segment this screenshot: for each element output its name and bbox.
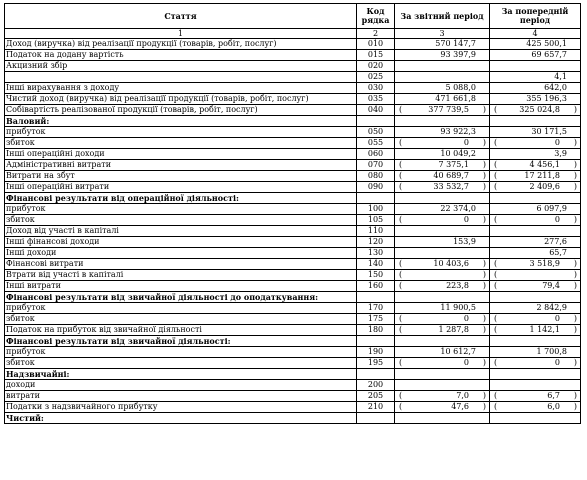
row-label: Податок на прибуток від звичайної діяльності — [5, 325, 357, 336]
table-row — [5, 237, 581, 248]
current-period-value — [395, 182, 490, 193]
row-code: 035 — [357, 94, 395, 105]
close-paren: ) — [573, 314, 577, 323]
row-label: збиток — [5, 358, 357, 369]
table-row — [5, 204, 581, 215]
previous-period-value — [490, 325, 581, 336]
value-text: 6,0 — [547, 402, 560, 411]
row-code: 060 — [357, 149, 395, 160]
current-period-value — [395, 61, 490, 72]
close-paren: ) — [573, 325, 577, 334]
close-paren: ) — [573, 358, 577, 367]
current-period-value — [395, 281, 490, 292]
value-text: 377 739,5 — [428, 105, 469, 114]
close-paren: ) — [573, 160, 577, 169]
value-text: 7 375,1 — [438, 160, 469, 169]
value-text: 325 024,8 — [519, 105, 560, 114]
row-label: доходи — [5, 380, 357, 391]
close-paren: ) — [573, 259, 577, 268]
current-period-value — [395, 72, 490, 83]
value-text: 6 097,9 — [536, 204, 567, 213]
row-code: 015 — [357, 50, 395, 61]
table-row — [5, 226, 581, 237]
current-period-value — [395, 204, 490, 215]
value-text: 7,0 — [456, 391, 469, 400]
table-row — [5, 83, 581, 94]
row-label: Інші витрати — [5, 281, 357, 292]
open-paren: ( — [494, 259, 498, 268]
table-row — [5, 358, 581, 369]
current-period-value — [395, 358, 490, 369]
previous-period-value — [490, 413, 581, 424]
row-label: Інші доходи — [5, 248, 357, 259]
previous-period-value — [490, 303, 581, 314]
row-code: 020 — [357, 61, 395, 72]
row-code: 030 — [357, 83, 395, 94]
column-number: 2 — [357, 29, 395, 39]
current-period-value — [395, 292, 490, 303]
open-paren: ( — [494, 325, 498, 334]
table-row — [5, 402, 581, 413]
previous-period-value — [490, 61, 581, 72]
row-code: 055 — [357, 138, 395, 149]
row-label: Податки з надзвичайного прибутку — [5, 402, 357, 413]
open-paren: ( — [494, 171, 498, 180]
open-paren: ( — [399, 402, 403, 411]
table-body — [5, 39, 581, 424]
close-paren: ) — [482, 138, 486, 147]
current-period-value — [395, 226, 490, 237]
previous-period-value — [490, 160, 581, 171]
previous-period-value — [490, 193, 581, 204]
row-code: 175 — [357, 314, 395, 325]
column-number: 1 — [5, 29, 357, 39]
value-text: 4 456,1 — [529, 160, 560, 169]
close-paren: ) — [482, 270, 486, 279]
row-label: Втрати від участі в капіталі — [5, 270, 357, 281]
row-label: Чистий: — [5, 413, 357, 424]
value-text: 93 397,9 — [440, 50, 476, 59]
value-text: 30 171,5 — [531, 127, 567, 136]
table-row — [5, 281, 581, 292]
row-code — [357, 116, 395, 127]
value-text: 1 287,8 — [438, 325, 469, 334]
row-code: 120 — [357, 237, 395, 248]
open-paren: ( — [399, 281, 403, 290]
current-period-value — [395, 347, 490, 358]
previous-period-value — [490, 380, 581, 391]
table-row — [5, 391, 581, 402]
table-row — [5, 61, 581, 72]
previous-period-value — [490, 347, 581, 358]
header-current-period: За звітний період — [395, 4, 490, 29]
table-row — [5, 116, 581, 127]
table-row — [5, 215, 581, 226]
open-paren: ( — [494, 215, 498, 224]
close-paren: ) — [482, 391, 486, 400]
open-paren: ( — [399, 171, 403, 180]
row-code: 150 — [357, 270, 395, 281]
table-row — [5, 149, 581, 160]
value-text: 355 196,3 — [526, 94, 567, 103]
open-paren: ( — [399, 391, 403, 400]
row-code: 200 — [357, 380, 395, 391]
close-paren: ) — [482, 215, 486, 224]
open-paren: ( — [399, 270, 403, 279]
value-text: 0 — [554, 138, 560, 147]
current-period-value — [395, 314, 490, 325]
open-paren: ( — [494, 402, 498, 411]
table-row — [5, 270, 581, 281]
close-paren: ) — [482, 358, 486, 367]
previous-period-value — [490, 402, 581, 413]
row-code — [357, 413, 395, 424]
previous-period-value — [490, 171, 581, 182]
current-period-value — [395, 171, 490, 182]
close-paren: ) — [482, 281, 486, 290]
table-row — [5, 369, 581, 380]
value-text: 0 — [463, 358, 469, 367]
previous-period-value — [490, 270, 581, 281]
table-header — [5, 4, 581, 39]
previous-period-value — [490, 182, 581, 193]
value-text: 11 900,5 — [440, 303, 476, 312]
open-paren: ( — [494, 270, 498, 279]
table-row — [5, 105, 581, 116]
previous-period-value — [490, 105, 581, 116]
row-code: 130 — [357, 248, 395, 259]
current-period-value — [395, 325, 490, 336]
table-row — [5, 94, 581, 105]
previous-period-value — [490, 50, 581, 61]
open-paren: ( — [494, 138, 498, 147]
close-paren: ) — [482, 182, 486, 191]
current-period-value — [395, 105, 490, 116]
column-number: 3 — [395, 29, 490, 39]
current-period-value — [395, 336, 490, 347]
current-period-value — [395, 380, 490, 391]
current-period-value — [395, 50, 490, 61]
close-paren: ) — [573, 138, 577, 147]
open-paren: ( — [494, 281, 498, 290]
previous-period-value — [490, 237, 581, 248]
previous-period-value — [490, 248, 581, 259]
row-code: 170 — [357, 303, 395, 314]
table-row — [5, 259, 581, 270]
previous-period-value — [490, 94, 581, 105]
previous-period-value — [490, 116, 581, 127]
previous-period-value — [490, 259, 581, 270]
close-paren: ) — [482, 314, 486, 323]
table-row — [5, 347, 581, 358]
current-period-value — [395, 413, 490, 424]
previous-period-value — [490, 149, 581, 160]
current-period-value — [395, 83, 490, 94]
table-row — [5, 72, 581, 83]
row-code: 160 — [357, 281, 395, 292]
row-label: Фінансові результати від звичайної діяльності до оподаткування: — [5, 292, 357, 303]
value-text: 10 612,7 — [440, 347, 476, 356]
row-label: Інші операційні витрати — [5, 182, 357, 193]
current-period-value — [395, 39, 490, 50]
previous-period-value — [490, 391, 581, 402]
row-code: 105 — [357, 215, 395, 226]
open-paren: ( — [399, 314, 403, 323]
previous-period-value — [490, 215, 581, 226]
close-paren: ) — [573, 402, 577, 411]
row-code: 010 — [357, 39, 395, 50]
table-row — [5, 171, 581, 182]
close-paren: ) — [573, 281, 577, 290]
table-row — [5, 325, 581, 336]
row-code: 210 — [357, 402, 395, 413]
row-code — [357, 193, 395, 204]
row-label — [5, 72, 357, 83]
value-text: 40 689,7 — [433, 171, 469, 180]
current-period-value — [395, 237, 490, 248]
value-text: 0 — [463, 138, 469, 147]
value-text: 33 532,7 — [433, 182, 469, 191]
current-period-value — [395, 160, 490, 171]
row-label: Надзвичайні: — [5, 369, 357, 380]
value-text: 1 142,1 — [529, 325, 560, 334]
value-text: 5 088,0 — [445, 83, 476, 92]
open-paren: ( — [399, 105, 403, 114]
table-row — [5, 50, 581, 61]
close-paren: ) — [482, 105, 486, 114]
row-label: Собівартість реалізованої продукції (товарів, робіт, послуг) — [5, 105, 357, 116]
open-paren: ( — [399, 215, 403, 224]
value-text: 6,7 — [547, 391, 560, 400]
close-paren: ) — [482, 402, 486, 411]
row-label: Фінансові витрати — [5, 259, 357, 270]
value-text: 93 922,3 — [440, 127, 476, 136]
current-period-value — [395, 270, 490, 281]
open-paren: ( — [399, 182, 403, 191]
value-text: 0 — [554, 314, 560, 323]
row-code: 040 — [357, 105, 395, 116]
row-label: Валовий: — [5, 116, 357, 127]
value-text: 642,0 — [544, 83, 567, 92]
open-paren: ( — [399, 138, 403, 147]
row-label: збиток — [5, 138, 357, 149]
table-row — [5, 248, 581, 259]
table-row — [5, 182, 581, 193]
row-label: Фінансові результати від звичайної діяльності: — [5, 336, 357, 347]
table-row — [5, 193, 581, 204]
previous-period-value — [490, 39, 581, 50]
previous-period-value — [490, 314, 581, 325]
row-code: 080 — [357, 171, 395, 182]
current-period-value — [395, 402, 490, 413]
current-period-value — [395, 94, 490, 105]
row-label: прибуток — [5, 347, 357, 358]
row-label: Чистий доход (виручка) від реалізації продукції (товарів, робіт, послуг) — [5, 94, 357, 105]
value-text: 17 211,8 — [524, 171, 560, 180]
open-paren: ( — [494, 358, 498, 367]
row-label: Доход (виручка) від реалізації продукції (товарів, робіт, послуг) — [5, 39, 357, 50]
table-row — [5, 303, 581, 314]
previous-period-value — [490, 281, 581, 292]
value-text: 47,6 — [451, 402, 469, 411]
current-period-value — [395, 193, 490, 204]
value-text: 2 409,6 — [529, 182, 560, 191]
value-text: 2 842,9 — [536, 303, 567, 312]
current-period-value — [395, 391, 490, 402]
row-code: 025 — [357, 72, 395, 83]
row-code: 070 — [357, 160, 395, 171]
row-code: 100 — [357, 204, 395, 215]
row-label: прибуток — [5, 303, 357, 314]
value-text: 277,6 — [544, 237, 567, 246]
current-period-value — [395, 149, 490, 160]
value-text: 425 500,1 — [526, 39, 567, 48]
row-label: прибуток — [5, 127, 357, 138]
previous-period-value — [490, 369, 581, 380]
current-period-value — [395, 127, 490, 138]
value-text: 65,7 — [549, 248, 567, 257]
close-paren: ) — [482, 259, 486, 268]
current-period-value — [395, 248, 490, 259]
value-text: 22 374,0 — [440, 204, 476, 213]
previous-period-value — [490, 72, 581, 83]
table-row — [5, 39, 581, 50]
row-code: 190 — [357, 347, 395, 358]
row-code: 050 — [357, 127, 395, 138]
open-paren: ( — [399, 259, 403, 268]
row-code: 090 — [357, 182, 395, 193]
value-text: 0 — [463, 314, 469, 323]
open-paren: ( — [494, 391, 498, 400]
row-code — [357, 369, 395, 380]
open-paren: ( — [494, 105, 498, 114]
row-label: витрати — [5, 391, 357, 402]
current-period-value — [395, 215, 490, 226]
value-text: 223,8 — [446, 281, 469, 290]
open-paren: ( — [494, 314, 498, 323]
previous-period-value — [490, 204, 581, 215]
previous-period-value — [490, 127, 581, 138]
close-paren: ) — [482, 325, 486, 334]
table-row — [5, 413, 581, 424]
current-period-value — [395, 138, 490, 149]
value-text: 3,9 — [554, 149, 567, 158]
value-text: 4,1 — [554, 72, 567, 81]
open-paren: ( — [494, 182, 498, 191]
open-paren: ( — [399, 160, 403, 169]
row-code — [357, 292, 395, 303]
row-label: Акцизний збір — [5, 61, 357, 72]
previous-period-value — [490, 358, 581, 369]
close-paren: ) — [573, 171, 577, 180]
row-code: 205 — [357, 391, 395, 402]
value-text: 1 700,8 — [536, 347, 567, 356]
open-paren: ( — [494, 160, 498, 169]
value-text: 153,9 — [453, 237, 476, 246]
table-row — [5, 314, 581, 325]
close-paren: ) — [482, 171, 486, 180]
row-label: Податок на додану вартість — [5, 50, 357, 61]
table-row — [5, 138, 581, 149]
close-paren: ) — [573, 270, 577, 279]
header-code: Код рядка — [357, 4, 395, 29]
row-label: Інші вирахування з доходу — [5, 83, 357, 94]
value-text: 0 — [463, 215, 469, 224]
table-row — [5, 127, 581, 138]
previous-period-value — [490, 292, 581, 303]
table-row — [5, 380, 581, 391]
table-row — [5, 292, 581, 303]
row-code: 110 — [357, 226, 395, 237]
close-paren: ) — [573, 182, 577, 191]
column-number: 4 — [490, 29, 581, 39]
financial-results-table — [4, 3, 581, 424]
row-label: Фінансові результати від операційної діяльності: — [5, 193, 357, 204]
value-text: 69 657,7 — [531, 50, 567, 59]
value-text: 10 403,6 — [433, 259, 469, 268]
header-article: Стаття — [5, 4, 357, 29]
row-label: Адміністративні витрати — [5, 160, 357, 171]
row-label: Інші операційні доходи — [5, 149, 357, 160]
current-period-value — [395, 369, 490, 380]
row-code: 140 — [357, 259, 395, 270]
previous-period-value — [490, 226, 581, 237]
row-code — [357, 336, 395, 347]
value-text: 10 049,2 — [440, 149, 476, 158]
row-label: Витрати на збут — [5, 171, 357, 182]
row-label: Інші фінансові доходи — [5, 237, 357, 248]
row-label: збиток — [5, 215, 357, 226]
close-paren: ) — [482, 160, 486, 169]
close-paren: ) — [573, 105, 577, 114]
header-previous-period: За попередній період — [490, 4, 581, 29]
value-text: 471 661,8 — [435, 94, 476, 103]
current-period-value — [395, 303, 490, 314]
current-period-value — [395, 259, 490, 270]
row-label: збиток — [5, 314, 357, 325]
close-paren: ) — [573, 391, 577, 400]
open-paren: ( — [399, 358, 403, 367]
value-text: 79,4 — [542, 281, 560, 290]
row-code: 195 — [357, 358, 395, 369]
current-period-value — [395, 116, 490, 127]
close-paren: ) — [573, 215, 577, 224]
previous-period-value — [490, 336, 581, 347]
open-paren: ( — [399, 325, 403, 334]
value-text: 0 — [554, 215, 560, 224]
value-text: 0 — [554, 358, 560, 367]
table-row — [5, 336, 581, 347]
value-text: 570 147,7 — [435, 39, 476, 48]
table-row — [5, 160, 581, 171]
row-label: Доход від участі в капіталі — [5, 226, 357, 237]
value-text: 3 518,9 — [529, 259, 560, 268]
previous-period-value — [490, 138, 581, 149]
previous-period-value — [490, 83, 581, 94]
row-label: прибуток — [5, 204, 357, 215]
row-code: 180 — [357, 325, 395, 336]
